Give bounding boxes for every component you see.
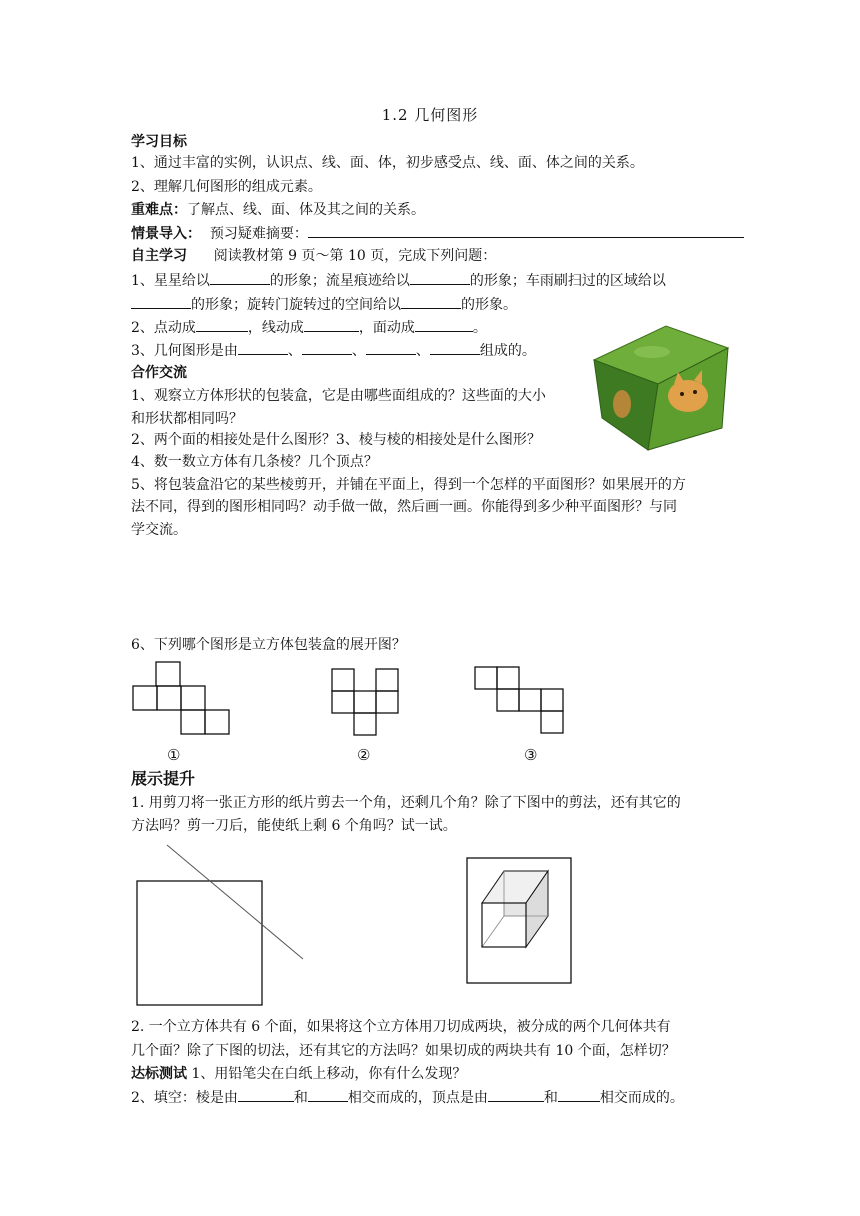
- self-study-heading: 自主学习: [131, 248, 187, 264]
- test-q1-line: [131, 1064, 466, 1084]
- q3-separator: 、: [287, 343, 302, 359]
- showcase-heading: 展示提升: [131, 769, 196, 788]
- q2-blank-3[interactable]: [415, 317, 473, 332]
- test-q1: 1、用铅笔尖在白纸上移动，你有什么发现？: [191, 1066, 467, 1082]
- self-study-instruction: 阅读教材第 9 页～第 10 页，完成下列问题：: [213, 248, 497, 264]
- q3-end: 组成的。: [479, 343, 536, 359]
- test-q2-blank-1[interactable]: [238, 1087, 294, 1102]
- q1-blank-4[interactable]: [401, 294, 461, 309]
- q3-separator: 、: [351, 343, 366, 359]
- cooperation-heading: 合作交流: [131, 365, 187, 381]
- test-q2-part-d: 和: [543, 1090, 558, 1106]
- q1-part-c: 的形象；车雨刷扫过的区域给以: [469, 273, 666, 289]
- cube-net-figure-1: [132, 661, 232, 741]
- self-study-q3: [131, 340, 536, 361]
- q2-blank-1[interactable]: [196, 317, 248, 332]
- square-cut-diagram: [134, 842, 314, 1012]
- q2-part-c: ，面动成: [358, 320, 415, 336]
- cube-cut-diagram: [466, 857, 576, 987]
- objectives-heading: 学习目标: [131, 134, 187, 150]
- q3-blank-2[interactable]: [302, 340, 352, 355]
- key-point-line: [131, 200, 425, 220]
- q3-part-a: 3、几何图形是由: [131, 343, 238, 359]
- test-q2-part-e: 相交而成的。: [599, 1090, 684, 1106]
- coop-q4: 4、数一数立方体有几条棱？几个顶点？: [131, 454, 378, 470]
- test-q2-part-b: 和: [293, 1090, 308, 1106]
- q1-part-b: 的形象；流星痕迹给以: [269, 273, 410, 289]
- intro-blank[interactable]: [308, 223, 744, 238]
- q2-blank-2[interactable]: [304, 317, 359, 332]
- test-q2-blank-4[interactable]: [558, 1087, 600, 1102]
- intro-line: [131, 223, 744, 244]
- objective-item-1: 1、通过丰富的实例，认识点、线、面、体，初步感受点、线、面、体之间的关系。: [131, 155, 644, 171]
- q1-blank-1[interactable]: [210, 270, 270, 285]
- q1-blank-2[interactable]: [410, 270, 470, 285]
- figure-label-3: ③: [524, 746, 538, 764]
- objective-item-2: 2、理解几何图形的组成元素。: [131, 179, 322, 195]
- test-q2-part-c: 相交而成的，顶点是由: [347, 1090, 488, 1106]
- showcase-p1-line2: 方法吗？剪一刀后，能使纸上剩 6 个角吗？试一试。: [131, 818, 457, 834]
- coop-q6: 6、下列哪个图形是立方体包装盒的展开图？: [131, 637, 406, 653]
- showcase-p1-line1: 1. 用剪刀将一张正方形的纸片剪去一个角，还剩几个角？除了下图中的剪法，还有其它的: [131, 795, 681, 811]
- self-study-q1-line1: [131, 270, 666, 291]
- cube-net-figure-2: [331, 668, 411, 748]
- showcase-p2-line2: 几个面？除了下图的切法，还有其它的方法吗？如果切成的两块共有 10 个面，怎样切？: [131, 1043, 676, 1059]
- q2-part-b: ，线动成: [247, 320, 304, 336]
- q1-part-a: 1、星星给以: [131, 273, 210, 289]
- key-point-text: 了解点、线、面、体及其之间的关系。: [187, 202, 425, 218]
- coop-q2: 2、两个面的相接处是什么图形？3、棱与棱的相接处是什么图形？: [131, 432, 541, 448]
- coop-q5-line1: 5、将包装盒沿它的某些棱剪开，并铺在平面上，得到一个怎样的平面图形？如果展开的方: [131, 477, 686, 493]
- coop-q5-line3: 学交流。: [131, 522, 187, 538]
- self-study-line: [131, 246, 496, 266]
- intro-label: 情景导入：: [131, 226, 201, 242]
- figure-label-2: ②: [357, 746, 371, 764]
- coop-q5-line2: 法不同，得到的图形相同吗？动手做一做，然后画一画。你能得到多少种平面图形？与同: [131, 499, 677, 515]
- showcase-p2-line1: 2. 一个立方体共有 6 个面，如果将这个立方体用刀切成两块，被分成的两个几何体共有: [131, 1019, 671, 1035]
- figure-label-1: ①: [167, 746, 181, 764]
- q1-blank-3[interactable]: [131, 294, 191, 309]
- intro-text: 预习疑难摘要：: [209, 226, 308, 242]
- kitten-cube-photo: [592, 318, 732, 458]
- q3-blank-1[interactable]: [238, 340, 288, 355]
- self-study-q1-line2: [131, 294, 517, 315]
- self-study-q2: [131, 317, 487, 338]
- test-q2-part-a: 2、填空：棱是由: [131, 1090, 238, 1106]
- coop-q1-line1: 1、观察立方体形状的包装盒，它是由哪些面组成的？这些面的大小: [131, 388, 546, 404]
- q2-part-d: 。: [472, 320, 487, 336]
- key-point-label: 重难点：: [131, 202, 187, 218]
- q3-separator: 、: [415, 343, 430, 359]
- q3-blank-3[interactable]: [366, 340, 416, 355]
- cube-net-figure-3: [474, 666, 574, 746]
- q3-blank-4[interactable]: [430, 340, 480, 355]
- test-heading: 达标测试: [131, 1066, 187, 1082]
- q2-part-a: 2、点动成: [131, 320, 196, 336]
- test-q2-blank-2[interactable]: [308, 1087, 348, 1102]
- q1-part-e: 的形象。: [461, 297, 517, 313]
- coop-q1-line2: 和形状都相同吗？: [131, 411, 243, 427]
- q1-part-d: 的形象；旋转门旋转过的空间给以: [191, 297, 401, 313]
- page-title: 1.2 几何图形: [381, 106, 479, 124]
- test-q2-blank-3[interactable]: [488, 1087, 544, 1102]
- test-q2: [131, 1087, 684, 1108]
